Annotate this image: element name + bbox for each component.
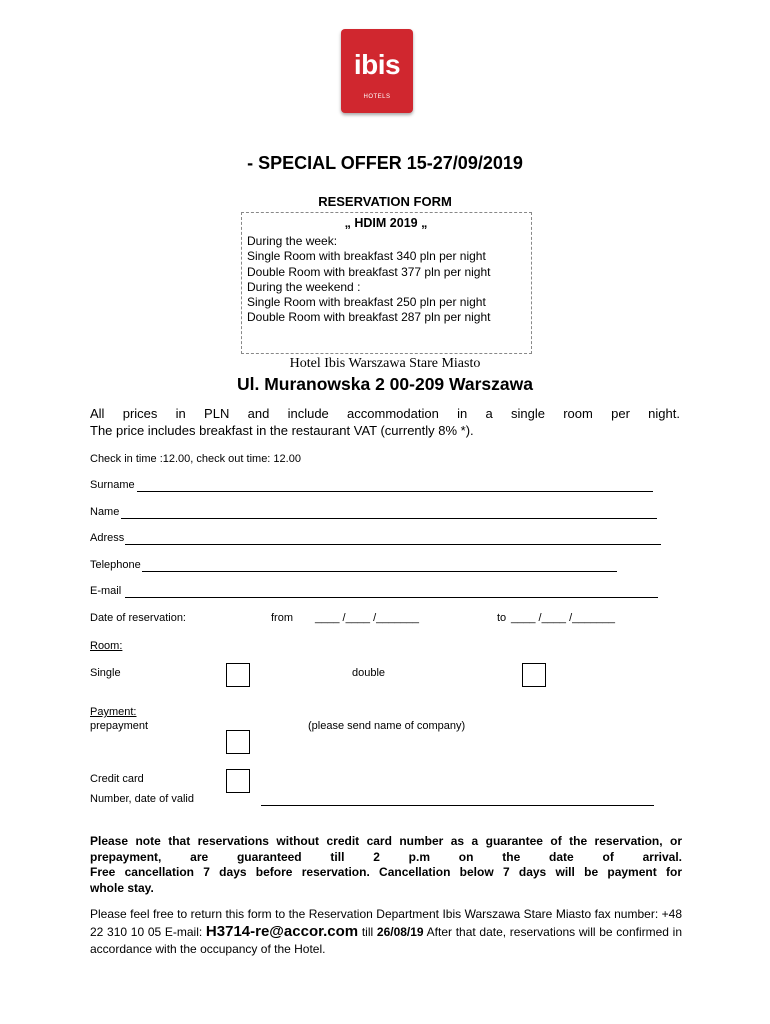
- note-line: whole stay.: [90, 880, 154, 895]
- closing-text: Please feel free to return this form to the Reservation Department Ibis Warszawa Stare Miasto fax number: +48 22 310 10 05 E-mail:: [90, 907, 682, 939]
- offer-line: During the weekend :: [247, 279, 361, 294]
- single-checkbox[interactable]: [226, 663, 250, 687]
- note-line: Please note that reservations without credit card number as a guarantee of the reservation, or: [90, 834, 682, 848]
- date-of-reservation-label: Date of reservation:: [90, 612, 186, 624]
- payment-heading: Payment:: [90, 706, 137, 718]
- from-label: from: [271, 612, 293, 624]
- hotel-name: Hotel Ibis Warszawa Stare Miasto: [289, 356, 481, 371]
- logo-brand: ibis: [353, 49, 401, 80]
- offer-line: Single Room with breakfast 250 pln per night: [247, 295, 486, 310]
- note-line: prepayment, are guaranteed till 2 p.m on the date of arrival.: [90, 849, 682, 864]
- credit-card-label: Credit card: [90, 773, 144, 785]
- page-title: - SPECIAL OFFER 15-27/09/2019: [247, 153, 523, 173]
- telephone-label: Telephone: [90, 559, 141, 571]
- room-heading: Room:: [90, 640, 123, 652]
- email-input[interactable]: [125, 597, 658, 598]
- reservation-email-link[interactable]: H3714-re@accor.com: [205, 923, 359, 940]
- offer-line: During the week:: [247, 234, 338, 248]
- to-date-field[interactable]: ____ /____ /_______: [511, 612, 615, 624]
- to-label: to: [497, 612, 507, 624]
- offer-code: „ HDIM 2019 „: [344, 216, 428, 230]
- surname-label: Surname: [90, 479, 135, 491]
- deadline-date: 26/08/19: [376, 925, 424, 939]
- note-line: Free cancellation 7 days before reservation. Cancellation below 7 days will be payment for: [90, 865, 682, 879]
- double-checkbox[interactable]: [522, 663, 546, 687]
- checkin-info: Check in time :12.00, check out time: 12.00: [90, 453, 301, 465]
- adress-input[interactable]: [125, 544, 661, 545]
- adress-label: Adress: [90, 532, 125, 544]
- prepayment-label: prepayment: [90, 720, 149, 732]
- offer-line: Double Room with breakfast 287 pln per night: [247, 310, 491, 325]
- offer-details: [247, 234, 490, 326]
- guarantee-note: [90, 834, 682, 896]
- closing-paragraph: [90, 906, 682, 958]
- logo-subtitle: HOTELS: [363, 94, 391, 100]
- email-label: E-mail: [90, 585, 122, 597]
- closing-text: till: [358, 925, 377, 939]
- hotel-address: Ul. Muranowska 2 00-209 Warszawa: [236, 374, 533, 394]
- form-title: RESERVATION FORM: [318, 194, 452, 209]
- card-number-input[interactable]: [261, 805, 654, 806]
- from-date-field[interactable]: ____ /____ /_______: [315, 612, 419, 624]
- single-label: Single: [90, 667, 121, 679]
- prices-line-2: The price includes breakfast in the restaurant VAT (currently 8% *).: [90, 423, 474, 438]
- surname-input[interactable]: [137, 491, 653, 492]
- telephone-input[interactable]: [142, 571, 617, 572]
- name-label: Name: [90, 506, 120, 518]
- credit-card-checkbox[interactable]: [226, 769, 250, 793]
- prepayment-checkbox[interactable]: [226, 730, 250, 754]
- offer-line: Double Room with breakfast 377 pln per night: [247, 264, 491, 279]
- company-note: (please send name of company): [308, 720, 466, 732]
- offer-line: Single Room with breakfast 340 pln per night: [247, 249, 486, 264]
- double-label: double: [352, 667, 386, 679]
- number-date-label: Number, date of valid: [90, 793, 194, 805]
- ibis-hotels-logo: [341, 29, 413, 113]
- closing-text: After that date, reservations will be confirmed in accordance with the occupancy of the Hotel.: [90, 925, 683, 956]
- name-input[interactable]: [121, 518, 657, 519]
- prices-line-1: All prices in PLN and include accommodation in a single room per night.: [90, 406, 680, 421]
